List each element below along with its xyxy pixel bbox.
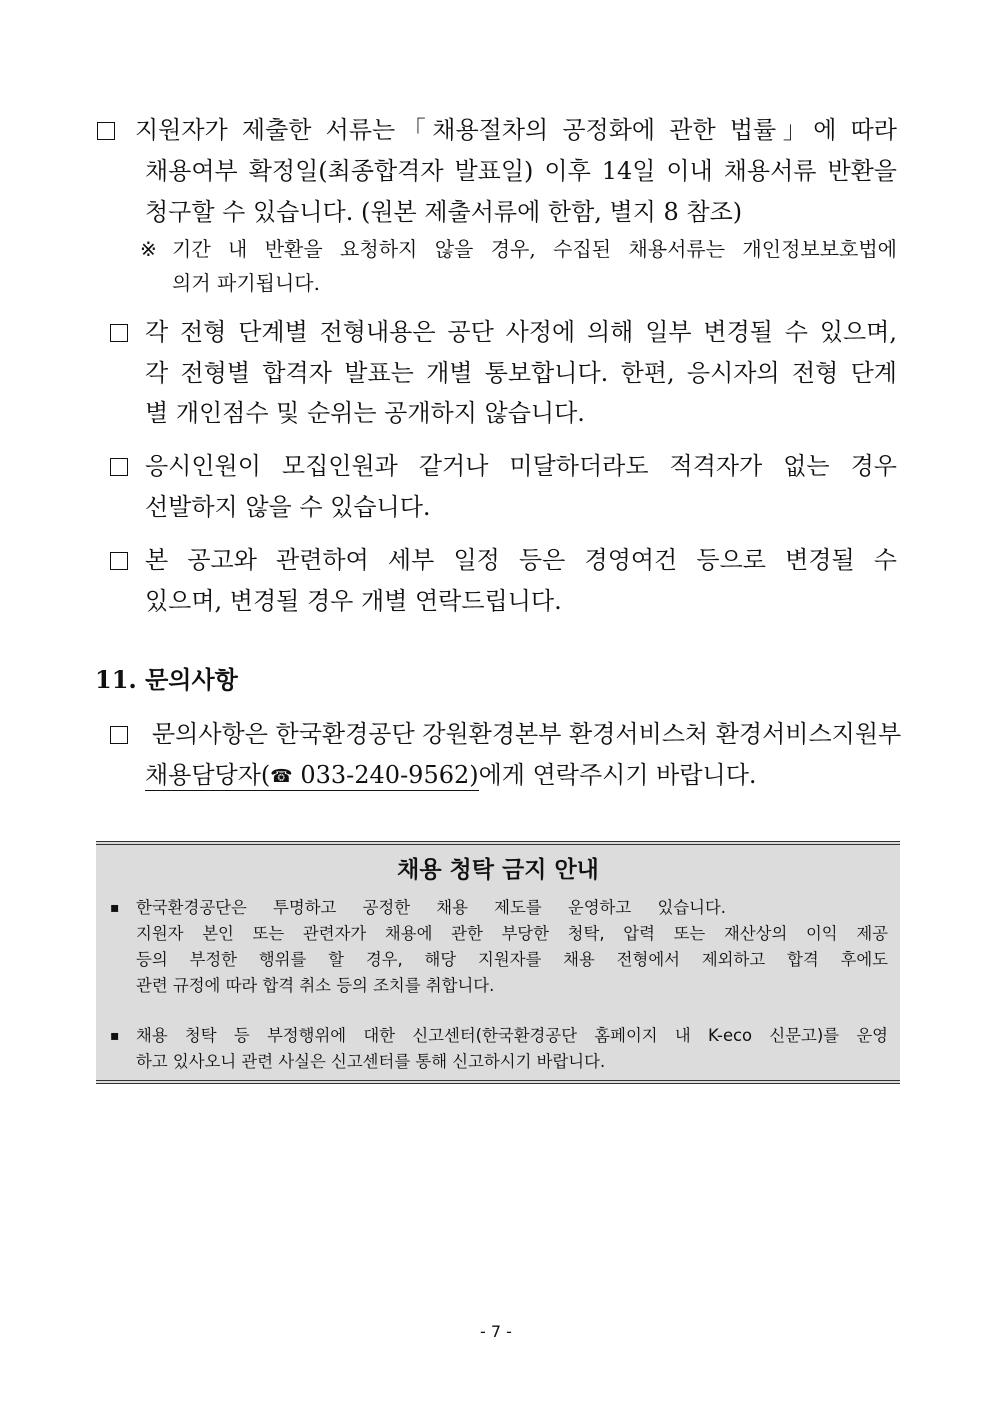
inquiry-line: 문의사항은 한국환경공단 강원환경본부 환경서비스처 환경서비스지원부 [152, 720, 902, 748]
item-line: 본 공고와 관련하여 세부 일정 등은 경영여건 등으로 변경될 수 [145, 546, 897, 574]
notice-line: 한국환경공단은 투명하고 공정한 채용 제도를 운영하고 있습니다. [136, 898, 726, 917]
checkbox-icon [110, 552, 128, 570]
item-line: 별 개인점수 및 순위는 공개하지 않습니다. [145, 399, 585, 427]
checkbox-icon [97, 122, 115, 140]
item-line: 응시인원이 모집인원과 같거나 미달하더라도 적격자가 없는 경우 [145, 452, 897, 480]
checkbox-icon [110, 726, 128, 744]
reference-mark: ※ [140, 237, 157, 261]
item-line: 있으며, 변경될 경우 개별 연락드립니다. [145, 587, 562, 615]
notice-line: 등의 부정한 행위를 할 경우, 해당 지원자를 채용 전형에서 제외하고 합격 후에도 [136, 950, 888, 969]
bullet-icon: ▪ [110, 900, 120, 916]
item-line: 각 전형 단계별 전형내용은 공단 사정에 의해 일부 변경될 수 있으며, [145, 318, 897, 346]
phone-number: 033-240-9562) [292, 761, 479, 789]
contact-person [145, 761, 479, 791]
notice-line: 지원자 본인 또는 관련자가 채용에 관한 부당한 청탁, 압력 또는 재산상의 이익 제공 [136, 924, 888, 943]
notice-title: 채용 청탁 금지 안내 [397, 857, 599, 883]
checkbox-icon [110, 324, 128, 342]
contact-prefix: 채용담당자( [145, 761, 271, 789]
notice-line: 채용 청탁 등 부정행위에 대한 신고센터(한국환경공단 홈페이지 내 K-eco 신문고)를 운영 [136, 1026, 888, 1045]
item-line: 채용여부 확정일(최종합격자 발표일) 이후 14일 이내 채용서류 반환을 [145, 157, 897, 185]
phone-icon: ☎ [270, 766, 293, 787]
anti-solicitation-notice [96, 841, 900, 1084]
page-number: - 7 - [480, 1322, 512, 1341]
sub-note-line: 의거 파기됩니다. [172, 271, 320, 295]
notice-line: 하고 있사오니 관련 사실은 신고센터를 통해 신고하시기 바랍니다. [136, 1052, 606, 1071]
contact-suffix: 에게 연락주시기 바랍니다. [478, 761, 757, 789]
sub-note-line: 기간 내 반환을 요청하지 않을 경우, 수집된 채용서류는 개인정보보호법에 [172, 237, 897, 261]
item-line: 지원자가 제출한 서류는「채용절차의 공정화에 관한 법률」에 따라 [135, 116, 897, 144]
item-line: 선발하지 않을 수 있습니다. [145, 493, 431, 521]
item-line: 각 전형별 합격자 발표는 개별 통보합니다. 한편, 응시자의 전형 단계 [145, 359, 897, 387]
section-heading-inquiries: 11. 문의사항 [95, 665, 238, 694]
item-line: 청구할 수 있습니다. (원본 제출서류에 한함, 별지 8 참조) [145, 198, 743, 226]
checkbox-icon [110, 458, 128, 476]
inquiry-contact-line [145, 761, 897, 791]
notice-line: 관련 규정에 따라 합격 취소 등의 조치를 취합니다. [136, 976, 495, 995]
bullet-icon: ▪ [110, 1028, 120, 1044]
